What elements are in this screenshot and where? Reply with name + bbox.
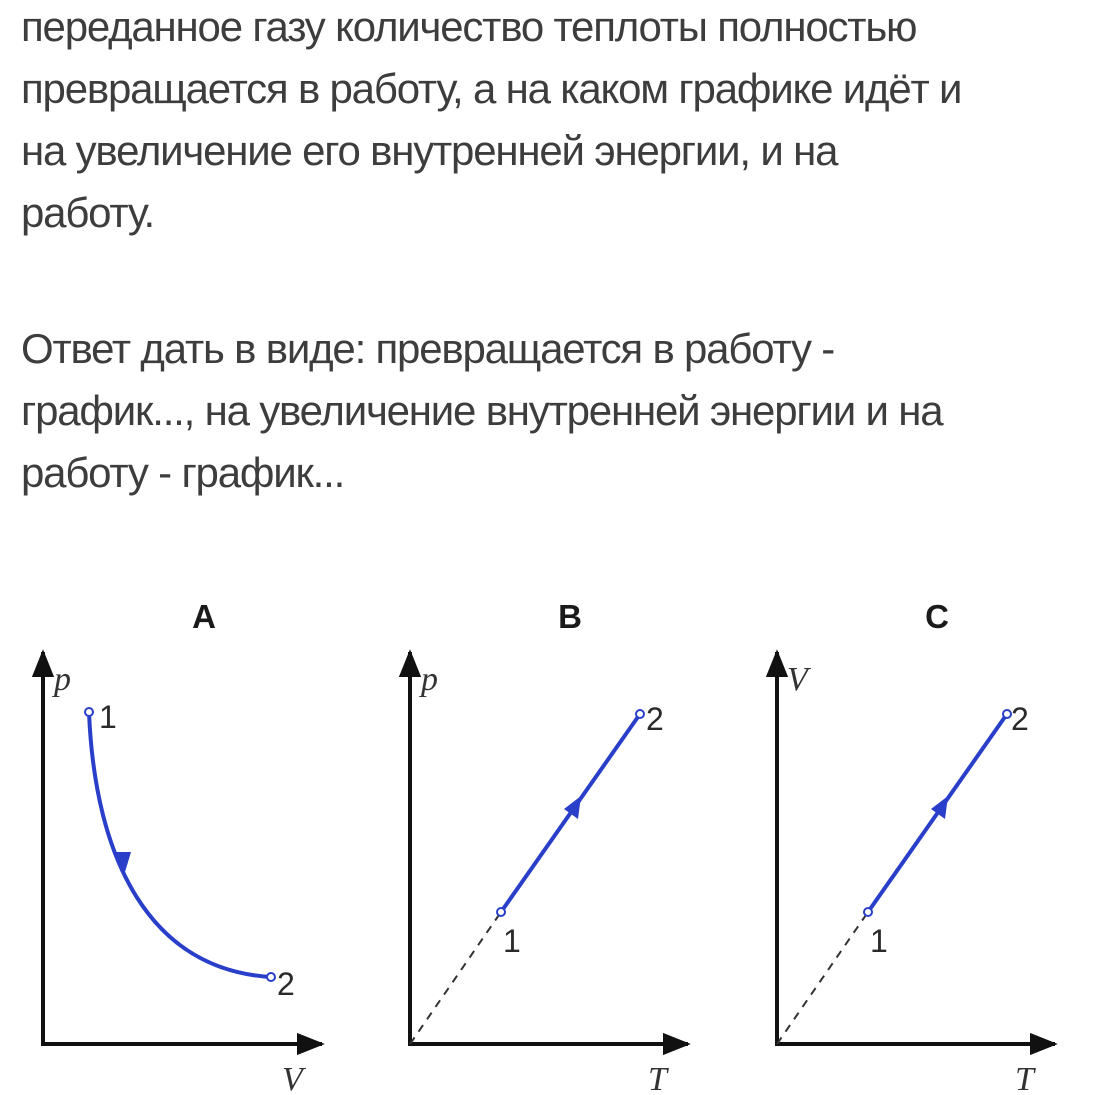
graph-b-point-2 <box>636 710 644 718</box>
graph-c-extrapolation-dashes <box>777 912 868 1044</box>
graph-c-y-label: V <box>787 661 808 698</box>
graph-a-title: A <box>192 598 216 635</box>
graph-a-x-label: V <box>282 1061 303 1095</box>
answer-format-line-1: Ответ дать в виде: превращается в работу - <box>21 325 834 372</box>
question-line-3: на увеличение его внутренней энергии, и на <box>21 127 838 174</box>
graph-c-title: C <box>925 598 949 635</box>
graph-b-x-label: T <box>648 1061 667 1095</box>
graph-a-point-1 <box>85 708 93 716</box>
question-line-4: работу. <box>21 189 154 236</box>
process-graphs <box>0 590 1095 1095</box>
graph-a-point-1-label: 1 <box>99 699 117 735</box>
graph-c-point-2 <box>1003 710 1011 718</box>
graph-a-curve <box>89 712 271 977</box>
graph-b <box>408 598 688 1095</box>
graph-c <box>775 598 1055 1095</box>
graph-c-point-1 <box>864 908 872 916</box>
graph-b-extrapolation-dashes <box>410 912 501 1044</box>
graph-b-y-label: p <box>421 661 438 698</box>
answer-format-line-2: график..., на увеличение внутренней энергии и на <box>21 387 943 434</box>
graph-a-point-2-label: 2 <box>277 966 295 1002</box>
graph-b-point-1 <box>497 908 505 916</box>
graph-c-x-label: T <box>1015 1061 1034 1095</box>
question-paragraph <box>21 0 1081 244</box>
answer-format-paragraph <box>21 318 1081 504</box>
question-line-1: переданное газу количество теплоты полностью <box>21 3 917 50</box>
graph-c-point-1-label: 1 <box>870 923 888 959</box>
graph-a <box>41 598 322 1095</box>
graph-b-title: B <box>558 598 582 635</box>
graph-c-point-2-label: 2 <box>1011 701 1029 737</box>
graph-a-y-label: p <box>54 661 71 698</box>
question-line-2: превращается в работу, а на каком графике идёт и <box>21 65 962 112</box>
answer-format-line-3: работу - график... <box>21 449 345 496</box>
graph-b-point-1-label: 1 <box>503 923 521 959</box>
graph-a-point-2 <box>267 973 275 981</box>
graph-b-point-2-label: 2 <box>646 701 664 737</box>
